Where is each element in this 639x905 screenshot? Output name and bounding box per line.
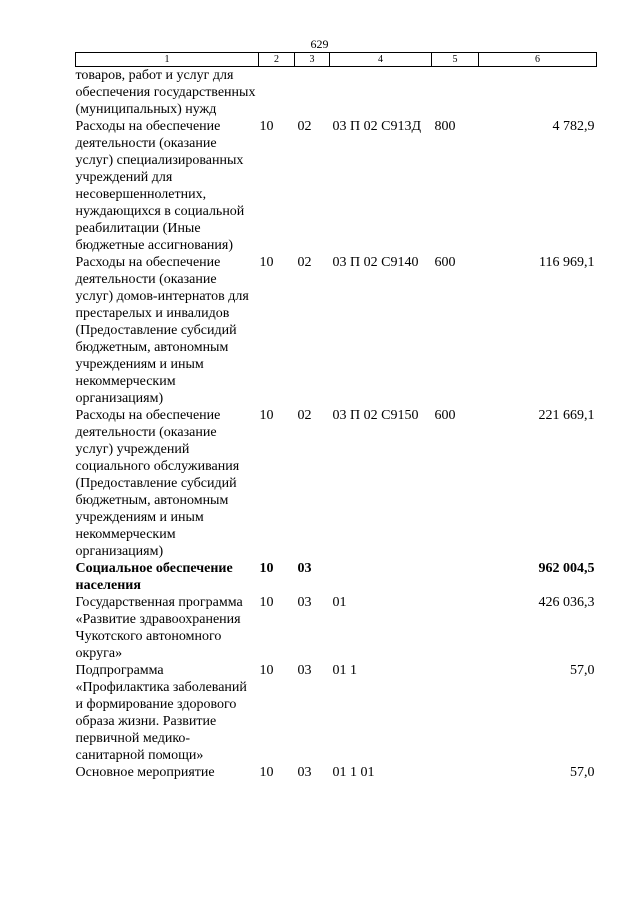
expense-type-code — [432, 662, 479, 764]
expense-type-code: 600 — [434, 255, 456, 270]
section-code — [259, 67, 295, 119]
section-code: 10 — [259, 561, 274, 576]
budget-table — [75, 52, 597, 781]
subsection-code: 03 — [297, 561, 312, 576]
table-row — [76, 764, 597, 781]
expense-type-code — [432, 67, 479, 119]
row-name: Расходы на обеспечение деятельности (оказание услуг) учреждений социального обслуживания (Предоставление субсидий бюджетным, автономным учреждениям и иным некоммерческим организациям) — [75, 408, 240, 559]
subsection-code: 02 — [297, 119, 312, 134]
subsection-code: 03 — [297, 595, 312, 610]
target-article-code: 03 П 02 С9150 — [332, 408, 419, 423]
row-name: Расходы на обеспечение деятельности (оказание услуг) домов-интернатов для престарелых и инвалидов (Предоставление субсидий бюджетным, автономным учреждениям и иным некоммерческим организациям) — [75, 255, 249, 406]
section-code: 10 — [259, 765, 274, 780]
expense-type-code — [432, 764, 479, 781]
subsection-code: 03 — [297, 765, 312, 780]
target-article-code — [330, 67, 432, 119]
column-header: 4 — [330, 53, 432, 67]
table-row — [76, 407, 597, 560]
subsection-code: 03 — [297, 663, 312, 678]
table-row — [76, 594, 597, 662]
row-name: товаров, работ и услуг для обеспечения государственных (муниципальных) нужд — [75, 68, 256, 117]
amount: 57,0 — [570, 663, 595, 678]
amount: 57,0 — [570, 765, 595, 780]
table-row — [76, 118, 597, 254]
amount: 4 782,9 — [552, 119, 595, 134]
amount: 426 036,3 — [538, 595, 595, 610]
table-body — [76, 67, 597, 782]
column-header: 1 — [76, 53, 259, 67]
target-article-code — [330, 560, 432, 594]
amount: 962 004,5 — [538, 561, 595, 576]
target-article-code: 03 П 02 С9140 — [332, 255, 419, 270]
expense-type-code — [432, 560, 479, 594]
column-header: 6 — [479, 53, 597, 67]
column-header: 3 — [295, 53, 330, 67]
column-header: 5 — [432, 53, 479, 67]
page-number: 629 — [310, 37, 329, 51]
table-row — [76, 662, 597, 764]
row-name: Расходы на обеспечение деятельности (оказание услуг) специализированных учреждений для несовершеннолетних, нуждающихся в социальной реабилитации (Иные бюджетные ассигнования) — [75, 119, 245, 253]
section-code: 10 — [259, 408, 274, 423]
row-name: Подпрограмма «Профилактика заболеваний и формирование здорового образа жизни. Развитие первичной медико-санитарной помощи» — [75, 663, 247, 763]
row-name: Государственная программа «Развитие здравоохранения Чукотского автономного округа» — [75, 595, 243, 661]
section-code: 10 — [259, 663, 274, 678]
table-row-section-total — [76, 560, 597, 594]
target-article-code: 03 П 02 С913Д — [332, 119, 421, 134]
column-header: 2 — [259, 53, 295, 67]
column-number-header-row — [76, 53, 597, 67]
expense-type-code: 800 — [434, 119, 456, 134]
expense-type-code: 600 — [434, 408, 456, 423]
row-name: Основное мероприятие — [75, 765, 215, 780]
amount: 221 669,1 — [538, 408, 595, 423]
target-article-code: 01 1 01 — [332, 765, 375, 780]
subsection-code: 02 — [297, 255, 312, 270]
section-code: 10 — [259, 119, 274, 134]
row-name: Социальное обеспечение населения — [75, 561, 233, 593]
amount: 116 969,1 — [539, 255, 595, 270]
subsection-code: 02 — [297, 408, 312, 423]
section-code: 10 — [259, 595, 274, 610]
target-article-code: 01 1 — [332, 663, 357, 678]
expense-type-code — [432, 594, 479, 662]
table-row — [76, 67, 597, 119]
section-code: 10 — [259, 255, 274, 270]
amount — [479, 67, 597, 119]
table-row — [76, 254, 597, 407]
subsection-code — [295, 67, 330, 119]
target-article-code: 01 — [332, 595, 347, 610]
